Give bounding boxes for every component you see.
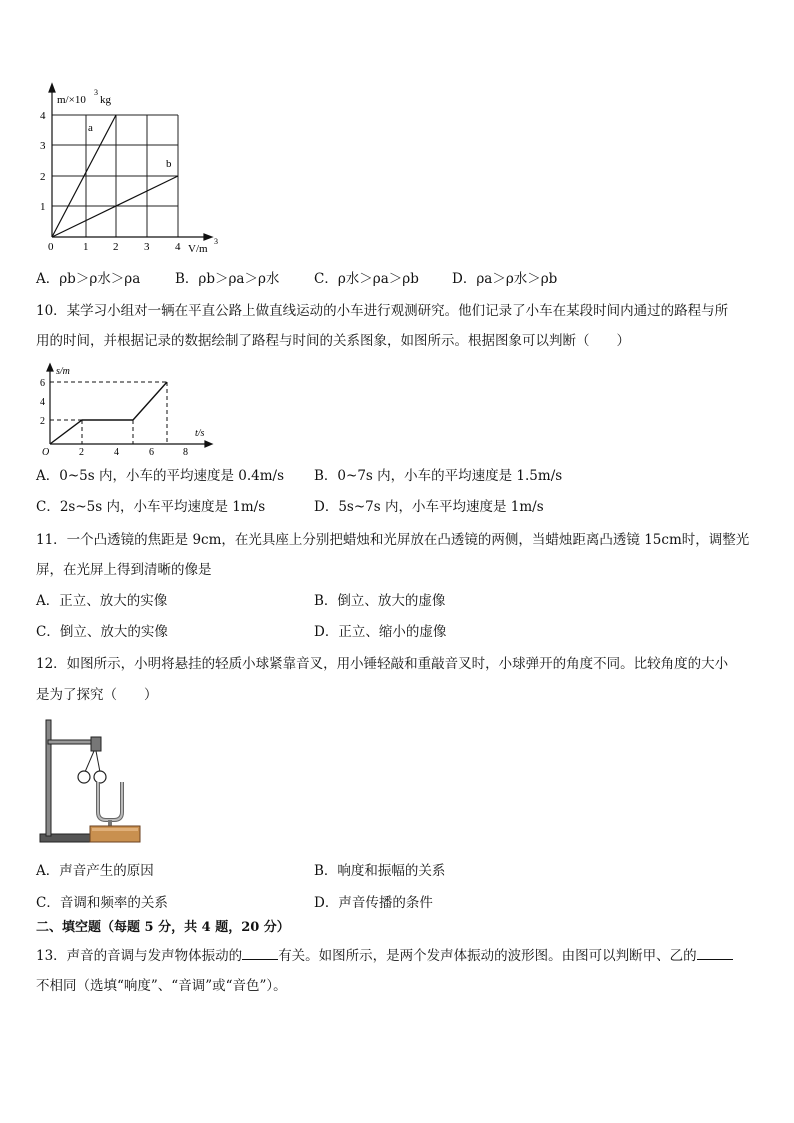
y-tick: 4 (40, 397, 45, 408)
y-tick: 4 (40, 110, 46, 122)
stand-arm (48, 740, 96, 744)
q12-stem-line2: 是为了探究（ ） (36, 687, 158, 703)
graph-grid (52, 115, 178, 237)
q12-stem-line1: 12．如图所示，小明将悬挂的轻质小球紧靠音叉，用小锤轻敲和重敲音叉时，小球弹开的角度不同。比较角度的大小 (36, 656, 729, 672)
q11-option-d[interactable]: D．正立、缩小的虚像 (314, 624, 447, 640)
y-tick: 2 (40, 171, 46, 183)
origin-label: O (42, 447, 50, 457)
y-axis-unit: kg (100, 94, 111, 106)
line-b-label: b (166, 158, 172, 170)
q12-option-c[interactable]: C．音调和频率的关系 (36, 895, 168, 911)
graph-axes (49, 84, 212, 240)
x-tick: 8 (183, 447, 188, 457)
stand-rod (46, 720, 51, 836)
origin-label: 0 (48, 241, 54, 253)
q13-stem-line2: 不相同（选填“响度”、“音调”或“音色”）。 (36, 978, 287, 994)
mass-volume-graph (30, 82, 230, 262)
ball-icon (78, 771, 90, 783)
q13-stem-line1: 13．声音的音调与发声物体振动的 有关。如图所示，是两个发声体振动的波形图。由图可以判断甲、乙的 (36, 947, 733, 965)
q11-stem-line1: 11．一个凸透镜的焦距是 9cm，在光具座上分别把蜡烛和光屏放在凸透镜的两侧，当蜡烛距离凸透镜 15cm时，调整光 (36, 532, 750, 548)
x-tick: 3 (144, 241, 150, 253)
q9-option-a[interactable]: A．ρb＞ρ水＞ρa (36, 271, 141, 287)
y-tick: 3 (40, 140, 46, 152)
x-axis-label: V/m (188, 243, 208, 255)
q11-option-b[interactable]: B．倒立、放大的虚像 (314, 593, 446, 609)
q10-option-d[interactable]: D．5s~7s 内，小车平均速度是 1m/s (314, 499, 544, 515)
q9-option-d[interactable]: D．ρa＞ρ水＞ρb (452, 271, 558, 287)
section-title: 二、填空题（每题 5 分，共 4 题，20 分） (36, 920, 290, 935)
line-a-label: a (88, 122, 93, 134)
x-tick: 1 (83, 241, 89, 253)
q10-option-c[interactable]: C．2s~5s 内，小车平均速度是 1m/s (36, 499, 266, 515)
y-tick: 1 (40, 201, 46, 213)
q12-option-a[interactable]: A．声音产生的原因 (36, 863, 154, 879)
x-axis-exp: 3 (214, 237, 218, 246)
y-axis-label: s/m (56, 366, 70, 377)
x-axis-label: t/s (195, 428, 205, 439)
q9-option-c[interactable]: C．ρ水＞ρa＞ρb (314, 271, 419, 287)
answer-blank[interactable] (697, 947, 733, 960)
y-tick: 2 (40, 416, 45, 427)
clamp (91, 737, 101, 751)
distance-time-line (50, 382, 167, 444)
q12-option-b[interactable]: B．响度和振幅的关系 (314, 863, 446, 879)
q11-option-a[interactable]: A．正立、放大的实像 (36, 593, 168, 609)
x-tick: 4 (114, 447, 119, 457)
answer-blank[interactable] (242, 947, 278, 960)
y-tick: 6 (40, 378, 45, 389)
x-tick: 6 (149, 447, 154, 457)
y-axis-exp: 3 (94, 88, 98, 97)
ball-icon (94, 771, 106, 783)
q10-option-b[interactable]: B．0~7s 内，小车的平均速度是 1.5m/s (314, 468, 563, 484)
y-axis-label: m/×10 (57, 94, 86, 106)
x-tick: 2 (113, 241, 119, 253)
q9-option-b[interactable]: B．ρb＞ρa＞ρ水 (175, 271, 280, 287)
q11-stem-line2: 屏，在光屏上得到清晰的像是 (36, 562, 212, 578)
tuning-fork-icon (98, 782, 122, 828)
x-tick: 4 (175, 241, 181, 253)
q11-option-c[interactable]: C．倒立、放大的实像 (36, 624, 168, 640)
q10-option-a[interactable]: A．0~5s 内，小车的平均速度是 0.4m/s (36, 468, 284, 484)
tuning-fork-apparatus-figure (38, 716, 148, 846)
q12-option-d[interactable]: D．声音传播的条件 (314, 895, 433, 911)
distance-time-graph (30, 362, 220, 457)
q10-stem-line1: 10．某学习小组对一辆在平直公路上做直线运动的小车进行观测研究。他们记录了小车在某段时间内通过的路程与所 (36, 303, 729, 319)
q10-stem-line2: 用的时间，并根据记录的数据绘制了路程与时间的关系图象，如图所示。根据图象可以判断（ ） (36, 333, 630, 349)
x-tick: 2 (79, 447, 84, 457)
